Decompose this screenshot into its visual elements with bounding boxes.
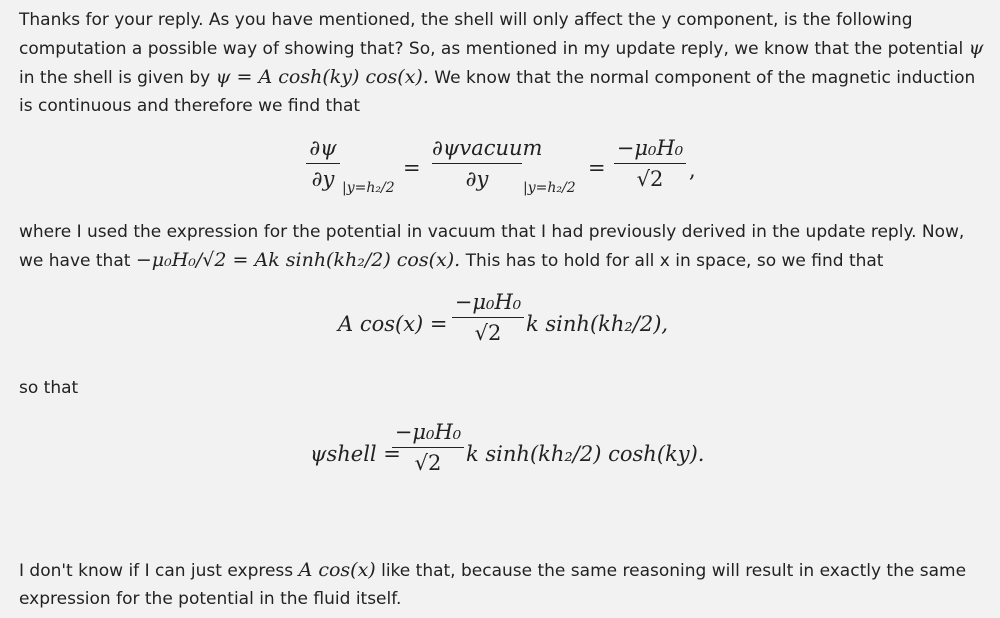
eq1-lhs-evaluation: |y=h₂/2 <box>342 180 395 196</box>
vacuum-math: −μ₀H₀/√2 = Ak sinh(kh₂/2) cos(x). <box>135 249 461 271</box>
eq1-comma: , <box>689 158 696 182</box>
eq3-rest: k sinh(kh₂/2) cosh(ky). <box>466 442 705 466</box>
eq1-mid-evaluation: |y=h₂/2 <box>523 180 576 196</box>
paragraph-question <box>19 556 989 613</box>
intro-text-c: We know that the normal component of the magnetic induction is continuous and therefore we find that <box>19 68 976 116</box>
vacuum-text-b: This has to hold for all x in space, so we find that <box>465 251 884 271</box>
equation-psi-shell <box>0 420 1000 490</box>
eq1-lhs-denominator: ∂y <box>311 167 335 191</box>
eq1-equals-1: = <box>403 156 421 180</box>
intro-text-b: in the shell is given by <box>19 68 211 88</box>
question-math: A cos(x) <box>298 559 376 581</box>
eq3-numerator: −μ₀H₀ <box>394 420 462 444</box>
eq3-denominator: √2 <box>414 451 442 475</box>
intro-text-a: Thanks for your reply. As you have mentioned, the shell will only affect the y component, is the following computation a possible way of showing that? So, as mentioned in my update reply, we know that the potential <box>19 10 964 59</box>
question-text-b: like that, because the same reasoning will result in exactly the same expression for the potential in the fluid itself. <box>19 561 967 609</box>
eq3-lhs: ψshell = <box>310 442 401 466</box>
eq2-numerator: −μ₀H₀ <box>454 290 522 314</box>
equation-boundary-condition <box>0 136 1000 206</box>
question-text-a: I don't know if I can just express <box>19 561 294 581</box>
eq1-lhs-numerator: ∂ψ <box>309 136 337 160</box>
paragraph-intro <box>19 6 989 120</box>
so-that-text: so that <box>19 378 79 398</box>
vacuum-text-a: where I used the expression for the potential in vacuum that I had previously derived in the update reply. Now, we have that <box>19 222 965 271</box>
eq1-mid-numerator: ∂ψvacuum <box>432 136 543 160</box>
equation-a-cos <box>0 290 1000 360</box>
eq2-denominator: √2 <box>474 321 502 345</box>
intro-psi: ψ <box>968 37 984 59</box>
eq2-lhs: A cos(x) = <box>338 312 448 336</box>
eq2-rest: k sinh(kh₂/2), <box>526 312 669 336</box>
eq1-equals-2: = <box>588 156 606 180</box>
intro-math-potential: ψ = A cosh(ky) cos(x). <box>215 66 429 88</box>
paragraph-so-that <box>19 374 989 402</box>
eq1-rhs-denominator: √2 <box>636 167 664 191</box>
eq1-rhs-numerator: −μ₀H₀ <box>616 136 684 160</box>
paragraph-vacuum <box>19 218 989 275</box>
eq1-mid-denominator: ∂y <box>465 167 489 191</box>
